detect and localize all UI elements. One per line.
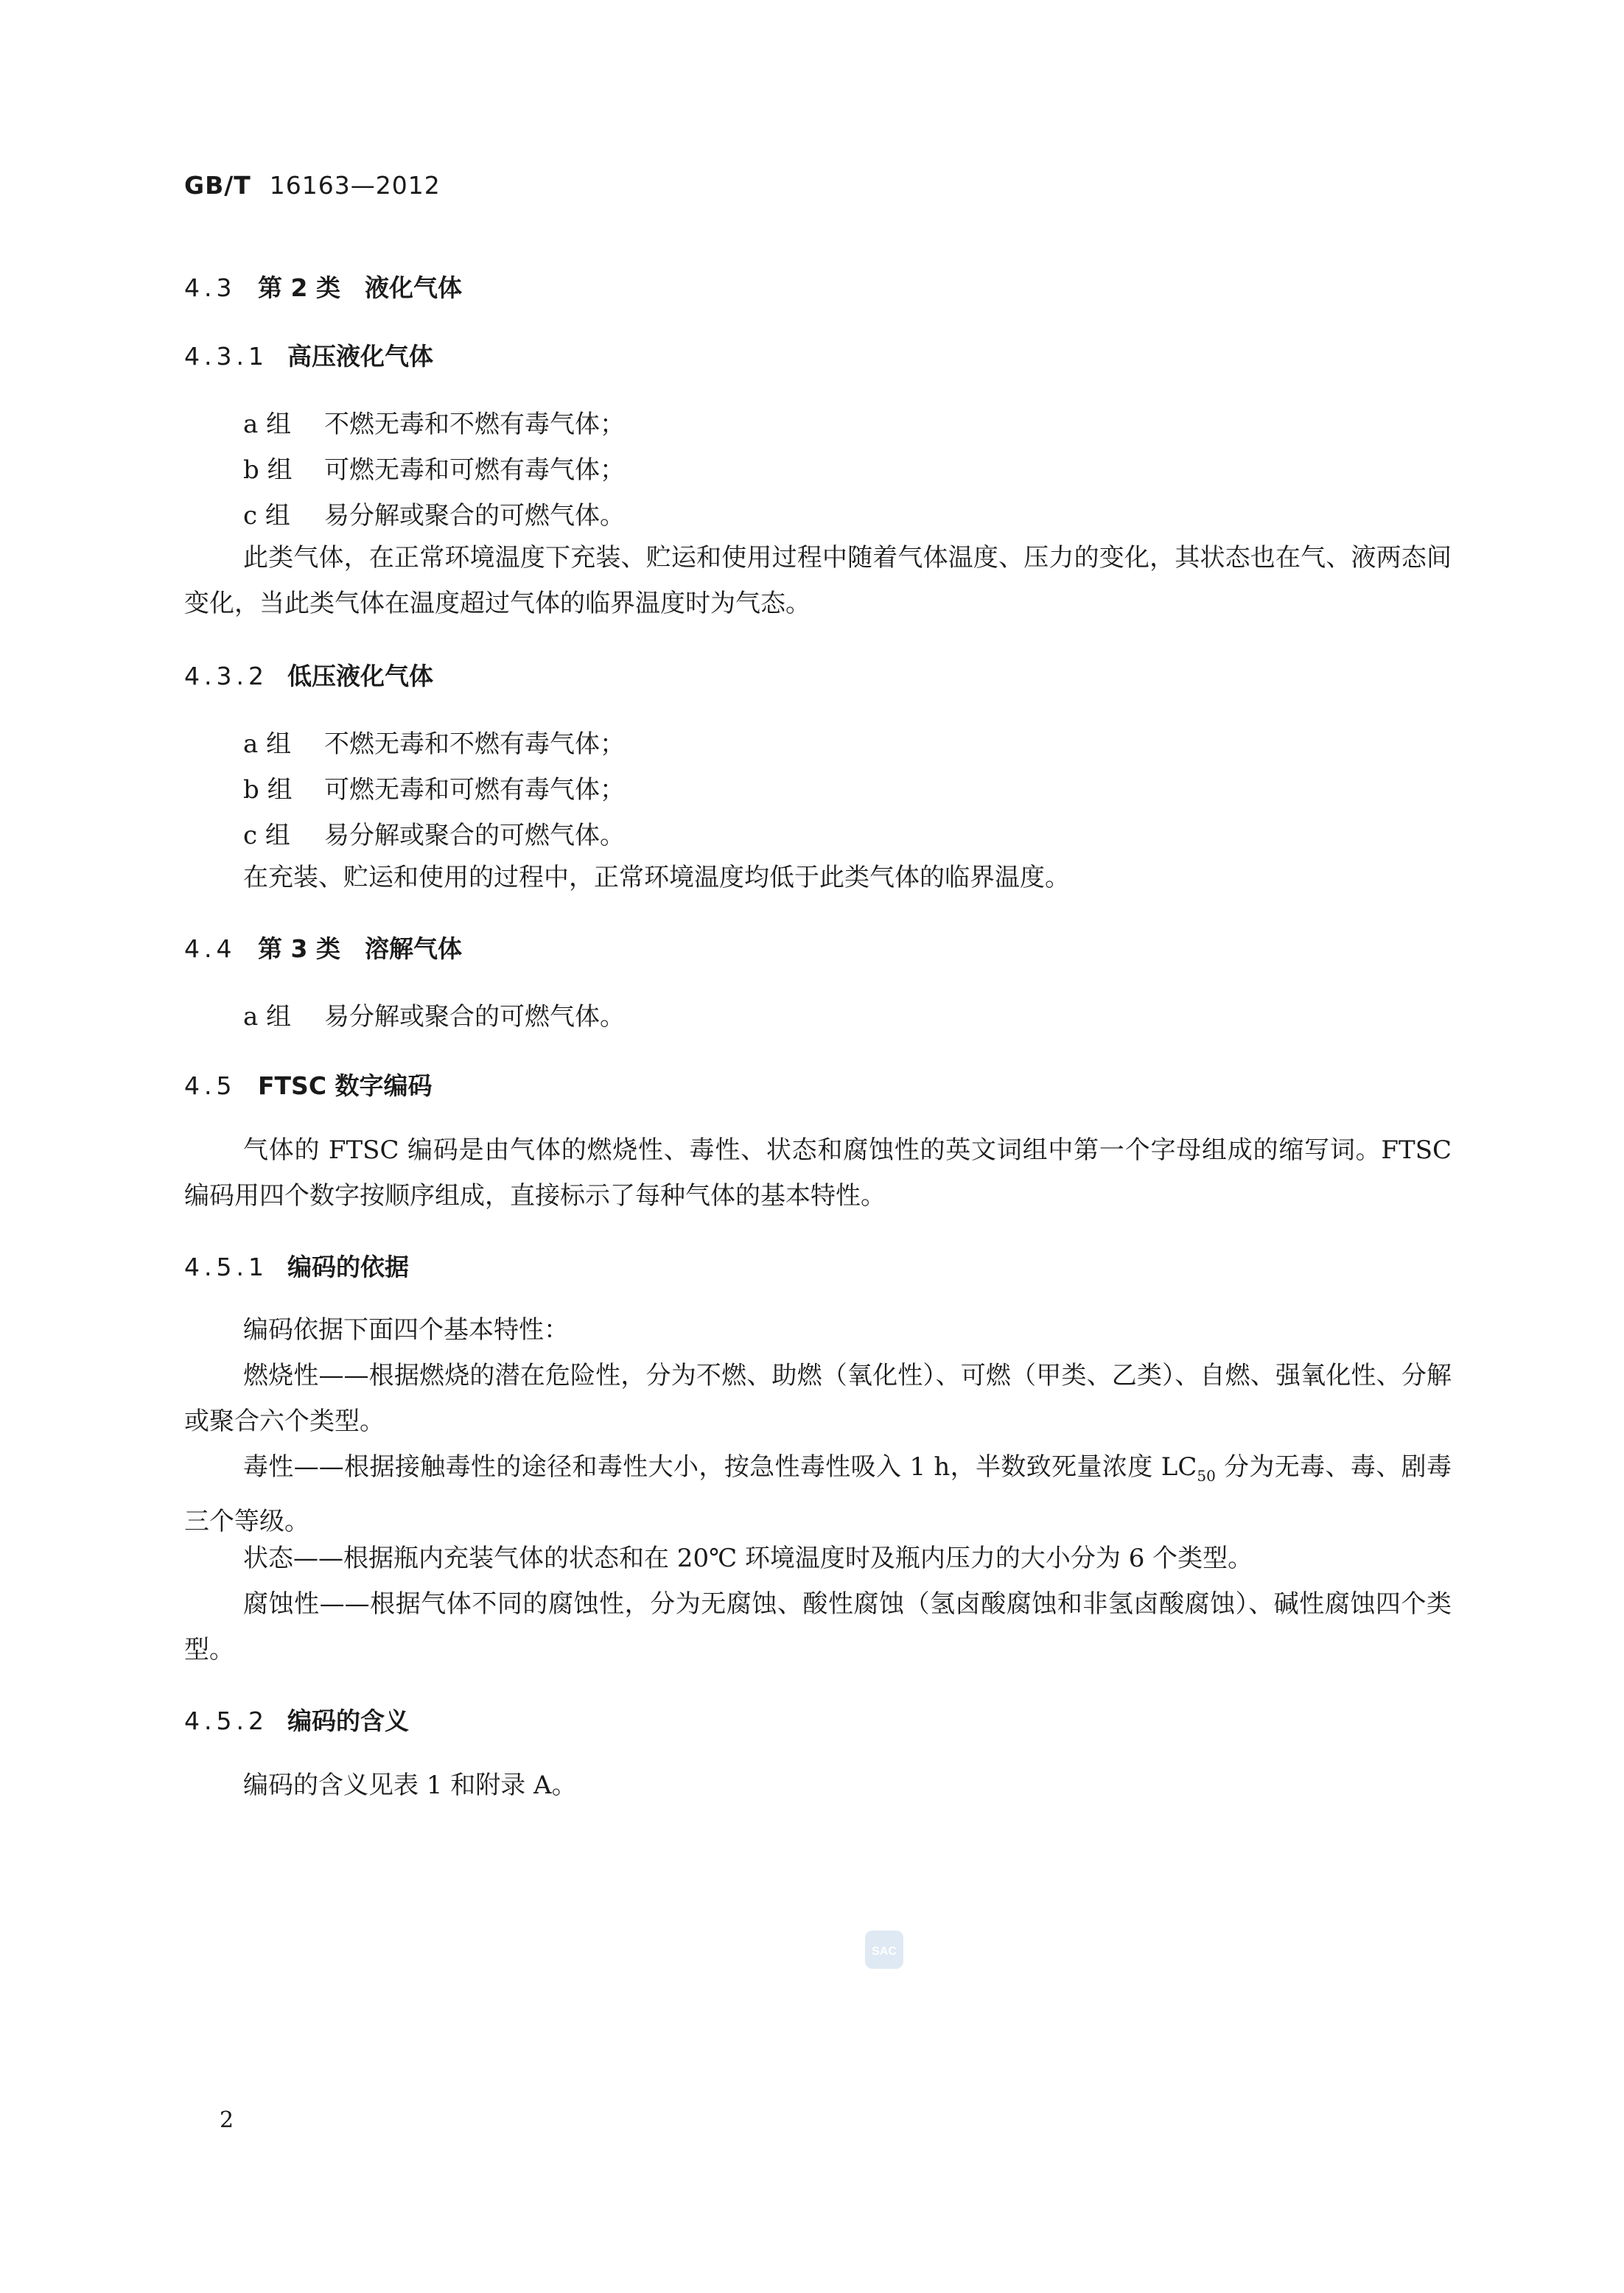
list-item: a 组 不燃无毒和不燃有毒气体； bbox=[243, 729, 625, 759]
page-number: 2 bbox=[220, 2107, 234, 2133]
section-4-3-2-heading: 4.3.2 低压液化气体 bbox=[184, 662, 433, 690]
section-4-5-heading: 4.5 FTSC 数字编码 bbox=[184, 1071, 433, 1100]
section-4-3-heading: 4.3 第 2 类 液化气体 bbox=[184, 273, 462, 302]
section-4-5-2-paragraph: 编码的含义见表 1 和附录 A。 bbox=[243, 1771, 577, 1800]
section-4-4-heading: 4.4 第 3 类 溶解气体 bbox=[184, 934, 462, 963]
state-paragraph: 状态——根据瓶内充装气体的状态和在 20℃ 环境温度时及瓶内压力的大小分为 6 个类型。 bbox=[243, 1544, 1253, 1573]
section-4-3-2-paragraph: 在充装、贮运和使用的过程中，正常环境温度均低于此类气体的临界温度。 bbox=[243, 863, 1070, 892]
standard-code: GB/T bbox=[184, 171, 251, 200]
corrosivity-paragraph: 腐蚀性——根据气体不同的腐蚀性，分为无腐蚀、酸性腐蚀（氢卤酸腐蚀和非氢卤酸腐蚀）、碱性腐蚀四个类型。 bbox=[184, 1589, 1452, 1664]
list-item: b 组 可燃无毒和可燃有毒气体； bbox=[243, 455, 625, 485]
section-4-3-1-heading: 4.3.1 高压液化气体 bbox=[184, 342, 433, 371]
list-item: a 组 易分解或聚合的可燃气体。 bbox=[243, 1002, 625, 1032]
section-4-3-1-paragraph: 此类气体，在正常环境温度下充装、贮运和使用过程中随着气体温度、压力的变化，其状态也在气、液两态间变化，当此类气体在温度超过气体的临界温度时为气态。 bbox=[184, 543, 1452, 618]
section-4-5-paragraph: 气体的 FTSC 编码是由气体的燃烧性、毒性、状态和腐蚀性的英文词组中第一个字母组成的缩写词。FTSC 编码用四个数字按顺序组成，直接标示了每种气体的基本特性。 bbox=[184, 1135, 1452, 1211]
section-4-5-1-intro: 编码依据下面四个基本特性： bbox=[243, 1315, 569, 1345]
list-item: c 组 易分解或聚合的可燃气体。 bbox=[243, 501, 625, 531]
list-item: c 组 易分解或聚合的可燃气体。 bbox=[243, 821, 625, 850]
svg-text:SAC: SAC bbox=[872, 1945, 897, 1958]
toxicity-paragraph: 毒性——根据接触毒性的途径和毒性大小，按急性毒性吸入 1 h，半数致死量浓度 $LC_{50}$ 分为无毒、毒、剧毒三个等级。 bbox=[184, 1452, 1452, 1536]
standard-year: 16163—2012 bbox=[269, 171, 441, 200]
document-number bbox=[184, 171, 441, 200]
section-4-5-1-heading: 4.5.1 编码的依据 bbox=[184, 1253, 409, 1281]
section-4-5-2-heading: 4.5.2 编码的含义 bbox=[184, 1706, 409, 1735]
list-item: a 组 不燃无毒和不燃有毒气体； bbox=[243, 410, 625, 439]
list-item: b 组 可燃无毒和可燃有毒气体； bbox=[243, 775, 625, 805]
sac-logo-icon bbox=[864, 1929, 905, 1970]
flammability-paragraph: 燃烧性——根据燃烧的潜在危险性，分为不燃、助燃（氧化性）、可燃（甲类、乙类）、自燃、强氧化性、分解或聚合六个类型。 bbox=[184, 1361, 1452, 1436]
